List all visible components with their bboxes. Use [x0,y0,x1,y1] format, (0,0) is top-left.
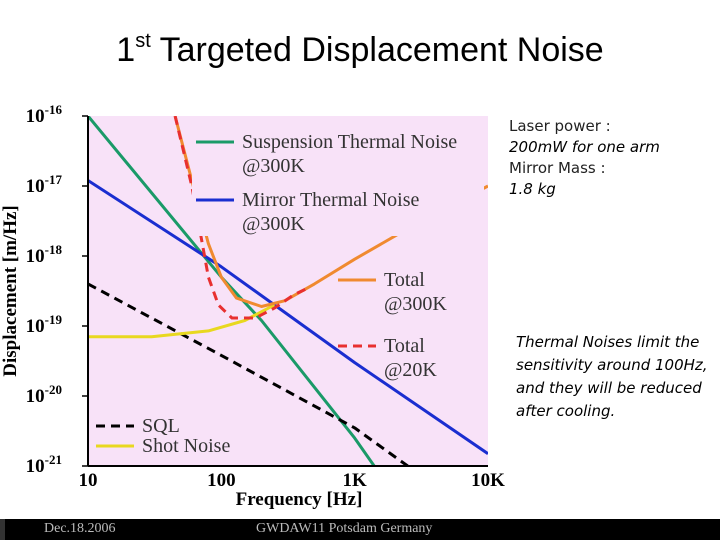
thermal-noise-note: Thermal Noises limit the sensitivity around 100Hz, and they will be reduced after cooling. [516,333,708,420]
footer-divider [0,519,5,540]
legend-label: Suspension Thermal Noise [242,131,458,153]
parameters-note [509,116,714,200]
x-tick-label: 10K [471,470,505,491]
legend-sublabel: @300K [242,155,305,177]
y-tick-label: $10^{-19}$ [25,312,62,337]
legend-label: SQL [142,415,180,437]
legend-sublabel: @300K [384,293,447,315]
footer-date: Dec.18.2006 [44,521,116,536]
y-tick-label: $10^{-16}$ [25,102,62,127]
legend-label: Shot Noise [142,435,231,457]
x-axis-label: Frequency [Hz] [235,489,363,510]
x-tick-label: 1K [342,470,367,491]
legend-label: Mirror Thermal Noise [242,189,420,211]
footer-conference: GWDAW11 Potsdam Germany [256,521,433,536]
laser-power-label: Laser power : [509,117,611,135]
title-ordinal: 1 [116,31,136,69]
title-ordinal-suffix: st [135,30,151,52]
y-tick-label: $10^{-18}$ [25,242,62,267]
legend-sublabel: @300K [242,213,305,235]
slide-title [0,30,720,70]
legend-sublabel: @20K [384,359,437,381]
footer-bar [0,519,720,540]
mirror-mass-label: Mirror Mass : [509,159,606,177]
y-tick-label: $10^{-20}$ [25,382,62,407]
y-axis-label: Displacement [m/Hz] [0,205,21,377]
y-tick-label: $10^{-21}$ [25,452,62,477]
y-tick-label: $10^{-17}$ [25,172,62,197]
mirror-mass-value: 1.8 kg [509,180,556,198]
title-text: Targeted Displacement Noise [159,31,604,69]
x-tick-label: 10 [78,470,98,491]
x-tick-label: 100 [207,470,236,491]
laser-power-value: 200mW for one arm [509,138,660,156]
legend-label: Total [384,335,425,357]
legend-label: Total [384,269,425,291]
